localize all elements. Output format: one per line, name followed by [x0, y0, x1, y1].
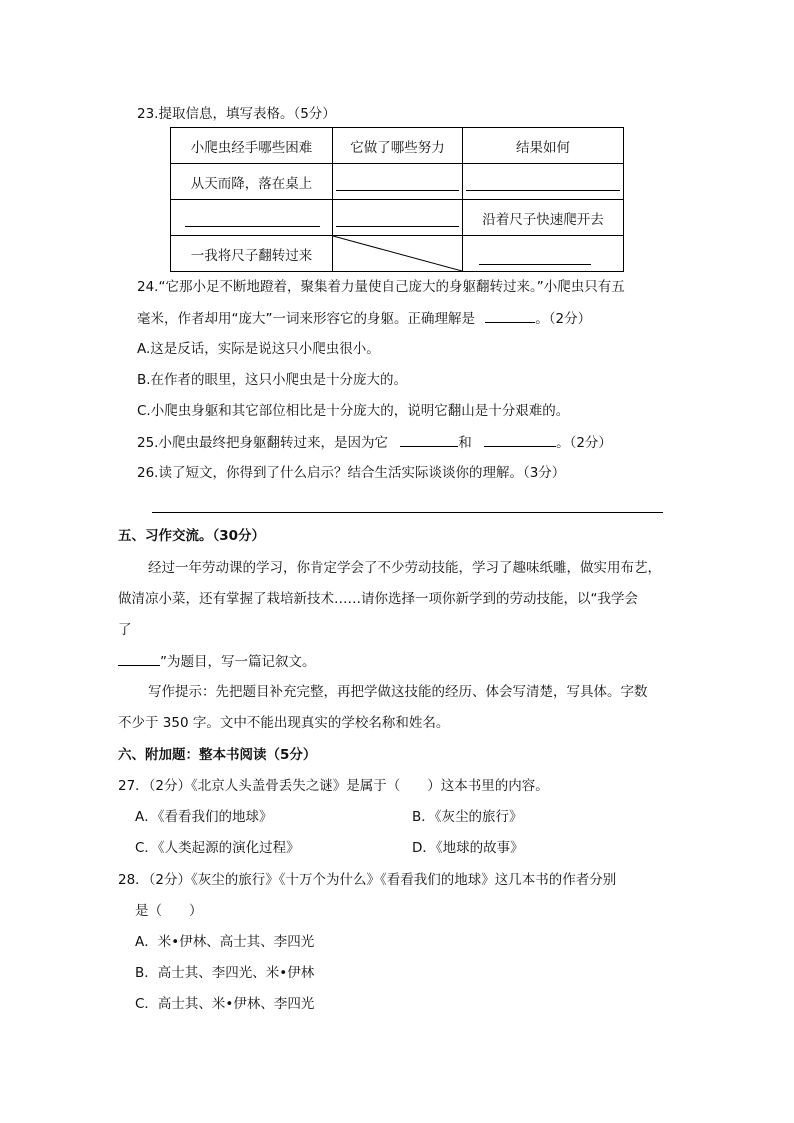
answer-blank-cell[interactable]	[333, 164, 463, 200]
answer-blank-line[interactable]	[466, 190, 620, 191]
title-blank[interactable]	[118, 652, 160, 666]
answer-blank-cell[interactable]	[333, 200, 463, 236]
q24-line1: 24.“它那小足不断地蹬着，聚集着力量使自己庞大的身躯翻转过来。”小爬虫只有五	[137, 279, 625, 295]
q27-option-b: B．《灰尘的旅行》	[412, 809, 523, 825]
section5-tip-line2: 不少于 350 字。文中不能出现真实的学校名称和姓名。	[118, 715, 450, 731]
q26-prompt: 26.读了短文，你得到了什么启示？结合生活实际谈谈你的理解。（3分）	[137, 465, 566, 481]
section5-tip-line1: 写作提示：先把题目补充完整，再把学做这技能的经历、体会写清楚，写具体。字数	[148, 684, 648, 700]
q23-prompt: 23.提取信息，填写表格。（5分）	[137, 106, 336, 122]
answer-blank-cell[interactable]	[171, 200, 333, 236]
section5-title: 五、习作交流。（30分）	[118, 528, 266, 544]
crossed-out-cell	[333, 236, 463, 272]
q25-and: 和	[458, 435, 472, 451]
section5-para-line4	[118, 652, 316, 671]
table-header-cell: 小爬虫经手哪些困难	[171, 128, 333, 164]
q27-option-d: D．《地球的故事》	[412, 840, 524, 856]
q27-prompt: 27．（2分）《北京人头盖骨丢失之谜》是属于（ ）这本书里的内容。	[118, 778, 549, 794]
section6-title: 六、附加题：整本书阅读（5分）	[118, 747, 317, 763]
table-row	[171, 236, 624, 272]
table-cell: 沿着尺子快速爬开去	[463, 200, 624, 236]
q24-option-a: A.这是反话，实际是说这只小爬虫很小。	[137, 341, 380, 357]
answer-blank-cell[interactable]	[463, 164, 624, 200]
answer-blank-line[interactable]	[479, 264, 591, 265]
q24-option-b: B.在作者的眼里，这只小爬虫是十分庞大的。	[137, 372, 408, 388]
q24-line2-score: 。（2分）	[535, 311, 592, 327]
q24-line2-text: 毫米，作者却用“庞大”一词来形容它的身躯。正确理解是	[137, 311, 475, 327]
q24-option-c: C.小爬虫身躯和其它部位相比是十分庞大的，说明它翻山是十分艰难的。	[137, 403, 570, 419]
q27-option-c: C．《人类起源的演化过程》	[135, 840, 300, 856]
section5-para-line3: 了	[118, 622, 132, 638]
table-header-row	[171, 128, 624, 164]
q28-prompt-line1: 28．（2分）《灰尘的旅行》《十万个为什么》《看看我们的地球》这几本书的作者分别	[118, 872, 617, 888]
table-cell: 从天而降，落在桌上	[171, 164, 333, 200]
diagonal-strike-icon	[333, 236, 462, 271]
q25	[137, 433, 612, 452]
q28-option-a: A．米•伊林、高士其、李四光	[135, 934, 315, 950]
q27-option-a: A．《看看我们的地球》	[135, 809, 273, 825]
section5-para-line2: 做清凉小菜，还有掌握了栽培新技术……请你选择一项你新学到的劳动技能，以“我学会	[118, 591, 638, 607]
q28-option-b: B．高士其、李四光、米•伊林	[135, 965, 315, 981]
answer-blank-line[interactable]	[336, 226, 459, 227]
table-header-cell: 它做了哪些努力	[333, 128, 463, 164]
q28-prompt-line2: 是（ ）	[135, 903, 203, 919]
table-row	[171, 200, 624, 236]
answer-blank[interactable]	[484, 433, 556, 447]
q28-option-c: C．高士其、米•伊林、李四光	[135, 996, 315, 1012]
answer-blank-cell[interactable]	[463, 236, 624, 272]
q24-line2	[137, 309, 591, 328]
table-cell: 一我将尺子翻转过来	[171, 236, 333, 272]
table-header-cell: 结果如何	[463, 128, 624, 164]
answer-blank-line[interactable]	[185, 226, 320, 227]
answer-blank-line[interactable]	[336, 190, 459, 191]
q25-text: 25.小爬虫最终把身躯翻转过来，是因为它	[137, 435, 388, 451]
q23-table	[170, 127, 624, 272]
answer-blank[interactable]	[485, 309, 535, 323]
q25-score: 。（2分）	[556, 435, 612, 451]
answer-line[interactable]	[152, 512, 663, 513]
section5-para-line4-text: ”为题目，写一篇记叙文。	[160, 654, 316, 670]
section5-para-line1: 经过一年劳动课的学习，你肯定学会了不少劳动技能，学习了趣味纸雕，做实用布艺，	[148, 560, 661, 576]
answer-blank[interactable]	[400, 433, 458, 447]
table-row	[171, 164, 624, 200]
